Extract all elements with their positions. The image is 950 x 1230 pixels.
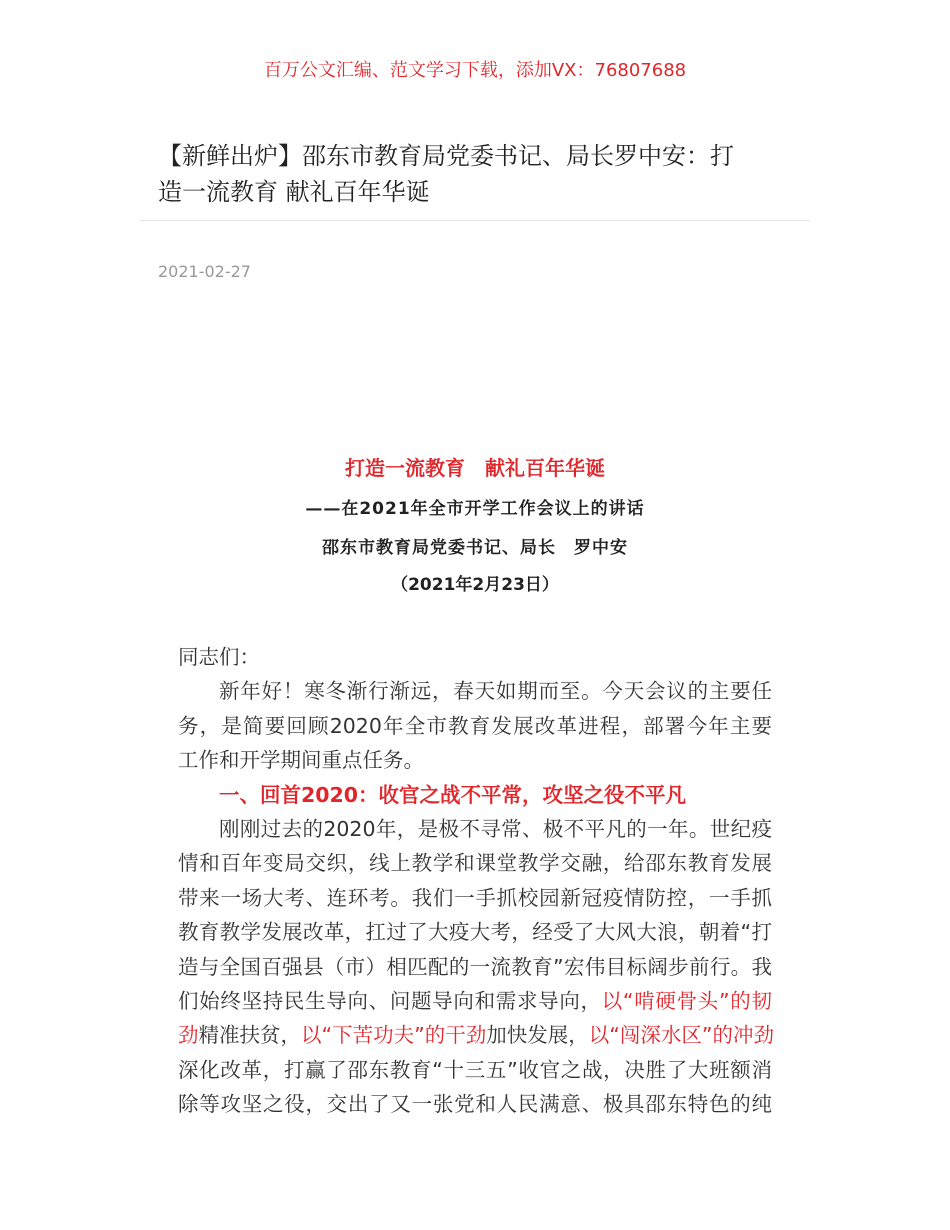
speech-author: 邵东市教育局党委书记、局长 罗中安 (322, 538, 628, 558)
paragraph-line: 情和百年变局交织，线上教学和课堂教学交融，给邵东教育发展 (178, 851, 772, 876)
speech-body (178, 640, 772, 1121)
speech-subtitle: ——在2021年全市开学工作会议上的讲话 (305, 499, 645, 519)
paragraph-line: 务，是简要回顾2020年全市教育发展改革进程，部署今年主要 (178, 713, 772, 738)
text: 加快发展， (486, 1023, 589, 1048)
paragraph-line (178, 984, 772, 1018)
divider (140, 220, 810, 221)
highlight-text: 以“下苦功夫”的干劲 (301, 1023, 487, 1048)
paragraph-line: 除等攻坚之役，交出了又一张党和人民满意、极具邵东特色的纯 (178, 1092, 772, 1117)
highlight-text: 以“闯深水区”的冲劲 (588, 1023, 774, 1048)
paragraph-line (178, 1018, 772, 1052)
paragraph-line: 深化改革，打赢了邵东教育“十三五”收官之战，决胜了大班额消 (178, 1057, 772, 1082)
highlight-text: 以“啃硬骨头”的韧 (601, 988, 772, 1013)
paragraph-line: 工作和开学期间重点任务。 (178, 748, 424, 773)
greeting: 同志们： (178, 645, 260, 669)
promo-banner: 百万公文汇编、范文学习下载，添加VX：76807688 (263, 60, 687, 81)
title-line: 【新鲜出炉】邵东市教育局党委书记、局长罗中安：打 (158, 142, 734, 170)
publish-date: 2021-02-27 (158, 262, 251, 281)
highlight-text: 劲 (178, 1023, 199, 1048)
paragraph-line: 刚刚过去的2020年，是极不寻常、极不平凡的一年。世纪疫 (219, 816, 772, 841)
text: 精准扶贫， (198, 1023, 301, 1048)
paragraph-line: 造与全国百强县（市）相匹配的一流教育”宏伟目标阔步前行。我 (178, 954, 772, 979)
speech-heading: 打造一流教育 献礼百年华诞 (345, 456, 605, 480)
paragraph-line: 带来一场大考、连环考。我们一手抓校园新冠疫情防控，一手抓 (178, 885, 772, 910)
text: 们始终坚持民生导向、问题导向和需求导向， (178, 988, 602, 1013)
speech-date: （2021年2月23日） (391, 575, 559, 595)
paragraph-line: 新年好！寒冬渐行渐远，春天如期而至。今天会议的主要任 (219, 679, 772, 704)
title-line: 造一流教育 献礼百年华诞 (158, 178, 430, 206)
paragraph-line: 教育教学发展改革，扛过了大疫大考，经受了大风大浪，朝着“打 (178, 920, 772, 945)
section-heading: 一、回首2020：收官之战不平常，攻坚之役不平凡 (219, 782, 687, 807)
article-title (158, 138, 798, 210)
